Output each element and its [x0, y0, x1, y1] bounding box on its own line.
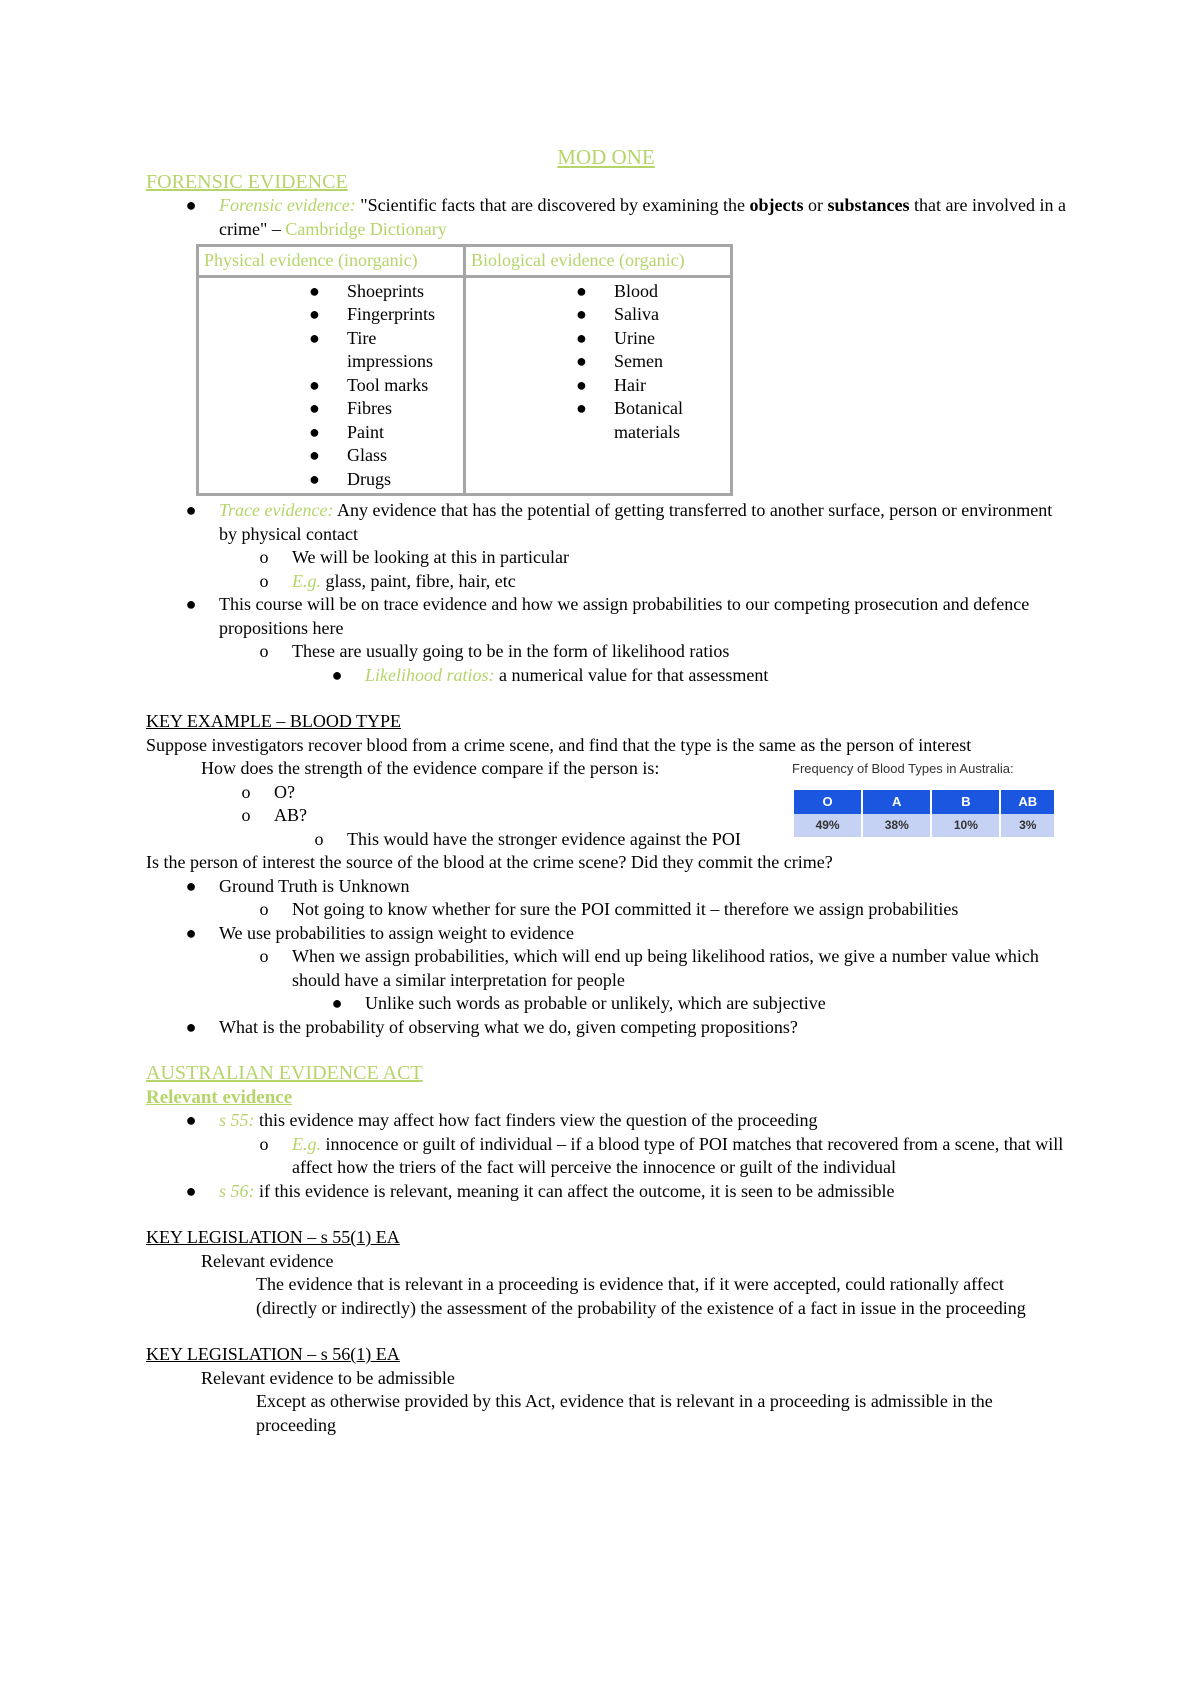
bullet-icon: ●: [309, 445, 320, 465]
s55-sub: [146, 1133, 1066, 1180]
subjective-item: [146, 992, 1066, 1016]
s56-text: if this evidence is relevant, meaning it can affect the outcome, it is seen to be admissible: [254, 1180, 895, 1201]
lr-text: a numerical value for that assessment: [494, 664, 769, 685]
biological-evidence-item: [576, 374, 725, 398]
definition-text: "Scientific facts that are discovered by examining the: [355, 195, 750, 215]
trace-sub-item: [146, 546, 1066, 570]
subjective-text: Unlike such words as probable or unlikely, which are subjective: [365, 993, 826, 1013]
circle-bullet-icon: o: [259, 547, 269, 567]
bullet-icon: ●: [309, 374, 320, 395]
ground-truth-text: Ground Truth is Unknown: [219, 875, 410, 896]
definition-bold-substances: substances: [827, 195, 910, 215]
physical-evidence-item-text: Shoeprints: [347, 280, 425, 301]
legislation-s56-text: Except as otherwise provided by this Act, evidence that is relevant in a proceeding is admissible in the proceeding: [256, 1391, 993, 1435]
s55-sub-text: innocence or guilt of individual – if a blood type of POI matches that recovered from a scene, that will affect how the triers of the fact will perceive the innocence or guilt of the individual: [292, 1133, 1064, 1177]
physical-evidence-list: [204, 280, 458, 492]
bullet-icon: ●: [309, 468, 320, 489]
physical-evidence-item-text: Fibres: [347, 398, 392, 418]
biological-evidence-item-text: Semen: [614, 351, 663, 371]
bullet-icon: ●: [309, 280, 320, 301]
bullet-icon: ●: [309, 398, 320, 418]
circle-bullet-icon: o: [259, 1133, 269, 1154]
blood-type-header-o: O: [794, 790, 861, 814]
bullet-icon: ●: [185, 500, 197, 520]
course-text: This course will be on trace evidence and how we assign probabilities to our competing prosecution and defence propositions here: [219, 594, 1030, 638]
biological-evidence-item: [576, 397, 725, 444]
physical-evidence-item: [309, 421, 458, 445]
course-sub-item: [146, 640, 1066, 664]
course-sub-text: These are usually going to be in the form of likelihood ratios: [292, 641, 730, 661]
physical-evidence-item-text: Fingerprints: [347, 304, 435, 324]
bullet-icon: ●: [576, 351, 587, 371]
physical-evidence-item-text: Drugs: [347, 468, 391, 489]
evidence-act-heading: AUSTRALIAN EVIDENCE ACT: [146, 1062, 423, 1084]
trace-evidence-item: [146, 499, 1066, 546]
bullet-icon: ●: [576, 398, 587, 418]
s55-term: s 55:: [219, 1110, 255, 1130]
competing-propositions-item: [146, 1016, 1066, 1040]
key-example-intro: Suppose investigators recover blood from a crime scene, and find that the type is the same as the person of interest: [146, 734, 972, 755]
bullet-icon: ●: [185, 875, 197, 896]
forensic-term: Forensic evidence:: [219, 195, 356, 215]
circle-bullet-icon: o: [241, 805, 251, 825]
trace-text: Any evidence that has the potential of getting transferred to another surface, person or environment by physical contact: [219, 500, 1053, 544]
physical-evidence-item: [309, 303, 458, 327]
option-ab: [146, 804, 776, 828]
bullet-icon: ●: [576, 374, 587, 395]
circle-bullet-icon: o: [259, 641, 269, 661]
biological-evidence-cell: [465, 276, 732, 495]
evidence-types-table: [196, 244, 733, 496]
option-ab-sub: [146, 828, 776, 852]
biological-evidence-item-text: Botanical materials: [614, 398, 683, 442]
ground-truth-sub: [146, 898, 1066, 922]
option-ab-sub-text: This would have the stronger evidence against the POI: [347, 828, 741, 849]
biological-evidence-item-text: Blood: [614, 280, 659, 301]
bullet-icon: ●: [185, 1180, 197, 1201]
biological-evidence-item: [576, 280, 725, 304]
bullet-icon: ●: [576, 304, 587, 324]
blood-type-block: [146, 757, 1066, 851]
document-page: [146, 146, 1066, 1437]
trace-example-item: [146, 570, 1066, 594]
blood-type-table: [792, 790, 1056, 837]
bullet-icon: ●: [576, 280, 587, 301]
probabilities-sub: [146, 945, 1066, 992]
blood-type-value-a: 38%: [863, 814, 930, 838]
physical-evidence-cell: [198, 276, 465, 495]
bullet-icon: ●: [331, 993, 343, 1013]
biological-evidence-item-text: Hair: [614, 374, 646, 395]
physical-evidence-item: [309, 327, 458, 374]
biological-evidence-item-text: Saliva: [614, 304, 659, 324]
legislation-s55-heading: KEY LEGISLATION – s 55(1) EA: [146, 1227, 400, 1247]
physical-evidence-item: [309, 280, 458, 304]
competing-propositions-text: What is the probability of observing what we do, given competing propositions?: [219, 1016, 798, 1037]
forensic-definition-item: [146, 194, 1066, 241]
option-ab-text: AB?: [274, 805, 307, 825]
lr-term: Likelihood ratios:: [365, 664, 495, 685]
ground-truth-item: [146, 875, 1066, 899]
module-title: MOD ONE: [557, 145, 655, 169]
blood-type-header-a: A: [863, 790, 930, 814]
circle-bullet-icon: o: [259, 570, 269, 591]
s55-text: this evidence may affect how fact finders view the question of the proceeding: [254, 1110, 818, 1130]
blood-type-header-b: B: [932, 790, 999, 814]
legislation-s56-subheading: Relevant evidence to be admissible: [201, 1367, 455, 1388]
blood-type-value-ab: 3%: [1001, 814, 1054, 838]
physical-evidence-item: [309, 468, 458, 492]
biological-evidence-item-text: Urine: [614, 327, 655, 348]
bullet-icon: ●: [185, 594, 197, 614]
eg-label: E.g.: [292, 570, 321, 591]
bullet-icon: ●: [331, 664, 343, 685]
bullet-icon: ●: [309, 327, 320, 348]
legislation-s55-text: The evidence that is relevant in a proceeding is evidence that, if it were accepted, could rationally affect (directly or indirectly) the assessment of the probability of the existence of a fact in issue in the proceeding: [256, 1274, 1026, 1318]
physical-evidence-item-text: Paint: [347, 421, 385, 442]
definition-text-mid: or: [803, 195, 828, 215]
biological-evidence-item: [576, 350, 725, 374]
s56-term: s 56:: [219, 1180, 255, 1201]
bullet-icon: ●: [185, 922, 197, 943]
course-item: [146, 593, 1066, 640]
physical-evidence-item-text: Tire impressions: [347, 327, 434, 371]
definition-bold-objects: objects: [749, 195, 804, 215]
blood-type-chart: [792, 761, 1062, 837]
definition-text-post: that are involved in a crime" –: [219, 195, 1066, 239]
circle-bullet-icon: o: [241, 781, 251, 802]
trace-sub-text: We will be looking at this in particular: [292, 547, 569, 567]
circle-bullet-icon: o: [259, 946, 269, 966]
bullet-icon: ●: [185, 195, 197, 215]
table-header-biological: Biological evidence (organic): [465, 246, 732, 277]
strength-question: How does the strength of the evidence compare if the person is:: [201, 758, 660, 778]
biological-evidence-item: [576, 303, 725, 327]
source-question: Is the person of interest the source of the blood at the crime scene? Did they commit the crime?: [146, 852, 833, 872]
biological-evidence-list: [471, 280, 725, 445]
probabilities-text: We use probabilities to assign weight to evidence: [219, 922, 574, 943]
blood-type-value-b: 10%: [932, 814, 999, 838]
chart-title: Frequency of Blood Types in Australia:: [792, 761, 1014, 776]
forensic-evidence-heading: FORENSIC EVIDENCE: [146, 170, 348, 193]
bullet-icon: ●: [309, 304, 320, 324]
probabilities-item: [146, 922, 1066, 946]
trace-example-text: glass, paint, fibre, hair, etc: [321, 570, 516, 591]
physical-evidence-item: [309, 397, 458, 421]
bullet-icon: ●: [576, 327, 587, 348]
option-o: [146, 781, 776, 805]
key-example-heading: KEY EXAMPLE – BLOOD TYPE: [146, 711, 401, 731]
biological-evidence-item: [576, 327, 725, 351]
physical-evidence-item: [309, 444, 458, 468]
definition-source: Cambridge Dictionary: [285, 218, 447, 239]
blood-type-header-ab: AB: [1001, 790, 1054, 814]
circle-bullet-icon: o: [314, 828, 324, 849]
bullet-icon: ●: [309, 421, 320, 442]
ground-truth-sub-text: Not going to know whether for sure the POI committed it – therefore we assign probabilities: [292, 899, 959, 919]
bullet-icon: ●: [185, 1110, 197, 1130]
s55-item: [146, 1109, 1066, 1133]
physical-evidence-item-text: Glass: [347, 445, 387, 465]
s56-item: [146, 1180, 1066, 1204]
trace-term: Trace evidence:: [219, 500, 334, 520]
probabilities-sub-text: When we assign probabilities, which will end up being likelihood ratios, we give a number value which should have a similar interpretation for people: [292, 946, 1039, 990]
relevant-evidence-heading: Relevant evidence: [146, 1086, 293, 1108]
physical-evidence-item-text: Tool marks: [347, 374, 429, 395]
legislation-s56-heading: KEY LEGISLATION – s 56(1) EA: [146, 1344, 400, 1364]
bullet-icon: ●: [185, 1016, 197, 1037]
legislation-s55-subheading: Relevant evidence: [201, 1250, 334, 1271]
option-o-text: O?: [274, 781, 295, 802]
physical-evidence-item: [309, 374, 458, 398]
circle-bullet-icon: o: [259, 899, 269, 919]
likelihood-ratio-item: [146, 664, 1066, 688]
blood-type-value-o: 49%: [794, 814, 861, 838]
eg-label: E.g.: [292, 1133, 321, 1154]
table-header-physical: Physical evidence (inorganic): [198, 246, 465, 277]
